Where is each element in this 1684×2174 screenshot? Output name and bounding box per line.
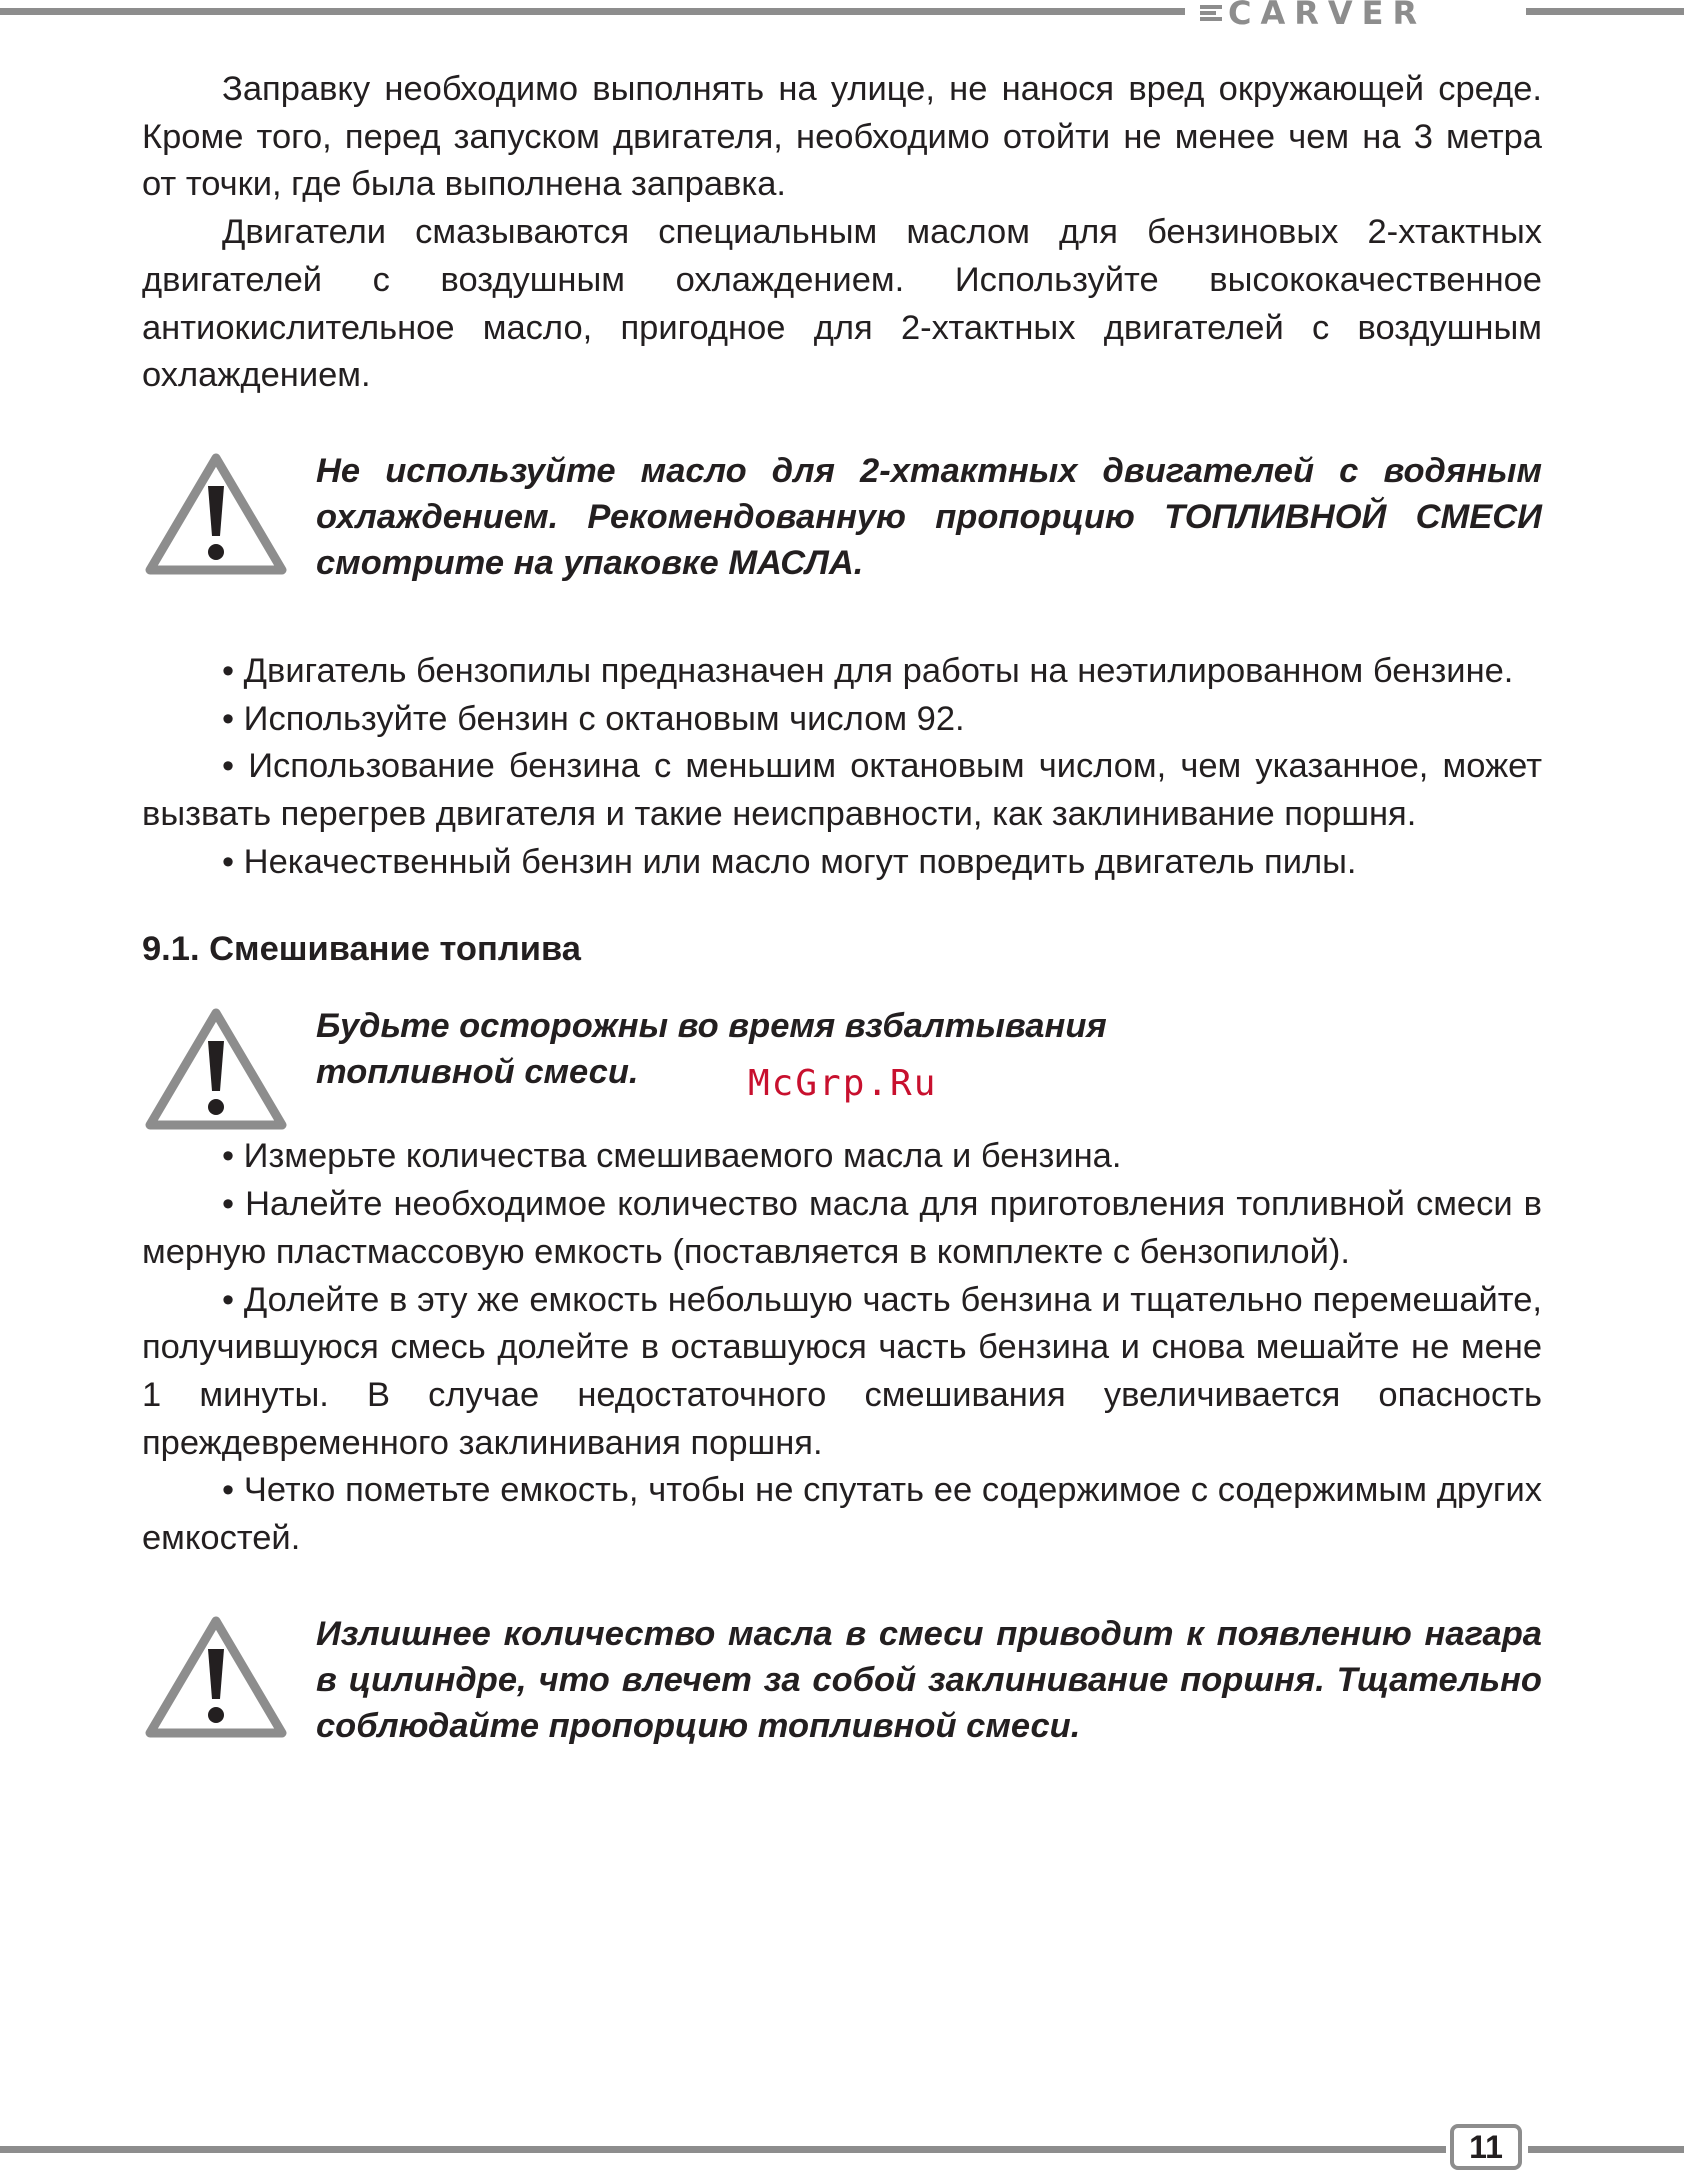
warning-text: Будьте осторожны во время взбалтывания топливной смеси. [316,1007,1107,1092]
warning-block [142,448,1542,586]
bullet-item: • Двигатель бензопилы предназначен для работы на неэтилированном бензине. [222,651,1514,690]
bullet-item: • Измерьте количества смешиваемого масла и бензина. [222,1137,1122,1176]
page-content [142,66,1542,1749]
bullet-item: • Долейте в эту же емкость небольшую часть бензина и тщательно перемешайте, получившуюся смесь долейте в оставшуюся часть бензина и снова мешайте не мене 1 минуты. В случае недостаточного смешивания увеличивается опасность преждевременного заклинивания поршня. [142,1280,1542,1462]
bullet-item: • Некачественный бензин или масло могут повредить двигатель пилы. [222,842,1357,881]
brand-name: CARVER [1228,0,1427,32]
page-number: 11 [1450,2124,1522,2170]
header-rule-right [1526,8,1684,15]
watermark: McGrp.Ru [748,1063,938,1104]
bullet-item: • Использование бензина с меньшим октановым числом, чем указанное, может вызвать перегрев двигателя и такие неисправности, как заклинивание поршня. [142,747,1542,834]
fuel-bullets [142,648,1542,887]
mixing-bullets [142,1133,1542,1562]
section-heading: 9.1. Смешивание топлива [142,930,581,969]
footer-rule-right [1528,2146,1684,2153]
bullet-item: • Четко пометьте емкость, чтобы не спутать ее содержимое с содержимым других емкостей. [142,1471,1542,1558]
header-rule [0,8,1185,15]
warning-text: Не используйте масло для 2-хтактных двигателей с водяным охлаждением. Рекомендованную пропорцию ТОПЛИВНОЙ СМЕСИ смотрите на упаковке МАСЛА. [316,451,1542,582]
paragraph: Заправку необходимо выполнять на улице, не нанося вред окружающей среде. Кроме того, перед запуском двигателя, необходимо отойти не менее чем на 3 метра от точки, где была выполнена заправка. [142,70,1542,204]
paragraph: Двигатели смазываются специальным маслом для бензиновых 2-хтактных двигателей с воздушным охлаждением. Используйте высококачественное антиокислительное масло, пригодное для 2-хтактных двигателей с воздушным охлаждением. [142,213,1542,395]
warning-block [142,1611,1542,1749]
logo-mark-icon [1200,4,1222,22]
bullet-item: • Налейте необходимое количество масла для приготовления топливной смеси в мерную пластмассовую емкость (поставляется в комплекте с бензопилой). [142,1185,1542,1271]
warning-text: Излишнее количество масла в смеси приводит к появлению нагара в цилиндре, что влечет за собой заклинивание поршня. Тщательно соблюдайте пропорцию топливной смеси. [316,1614,1542,1745]
warning-triangle-icon [142,448,290,578]
footer-rule [0,2146,1446,2153]
warning-triangle-icon [142,1003,290,1133]
brand-logo [1200,0,1512,32]
bullet-item: • Используйте бензин с октановым числом 92. [222,699,965,738]
warning-triangle-icon [142,1611,290,1741]
